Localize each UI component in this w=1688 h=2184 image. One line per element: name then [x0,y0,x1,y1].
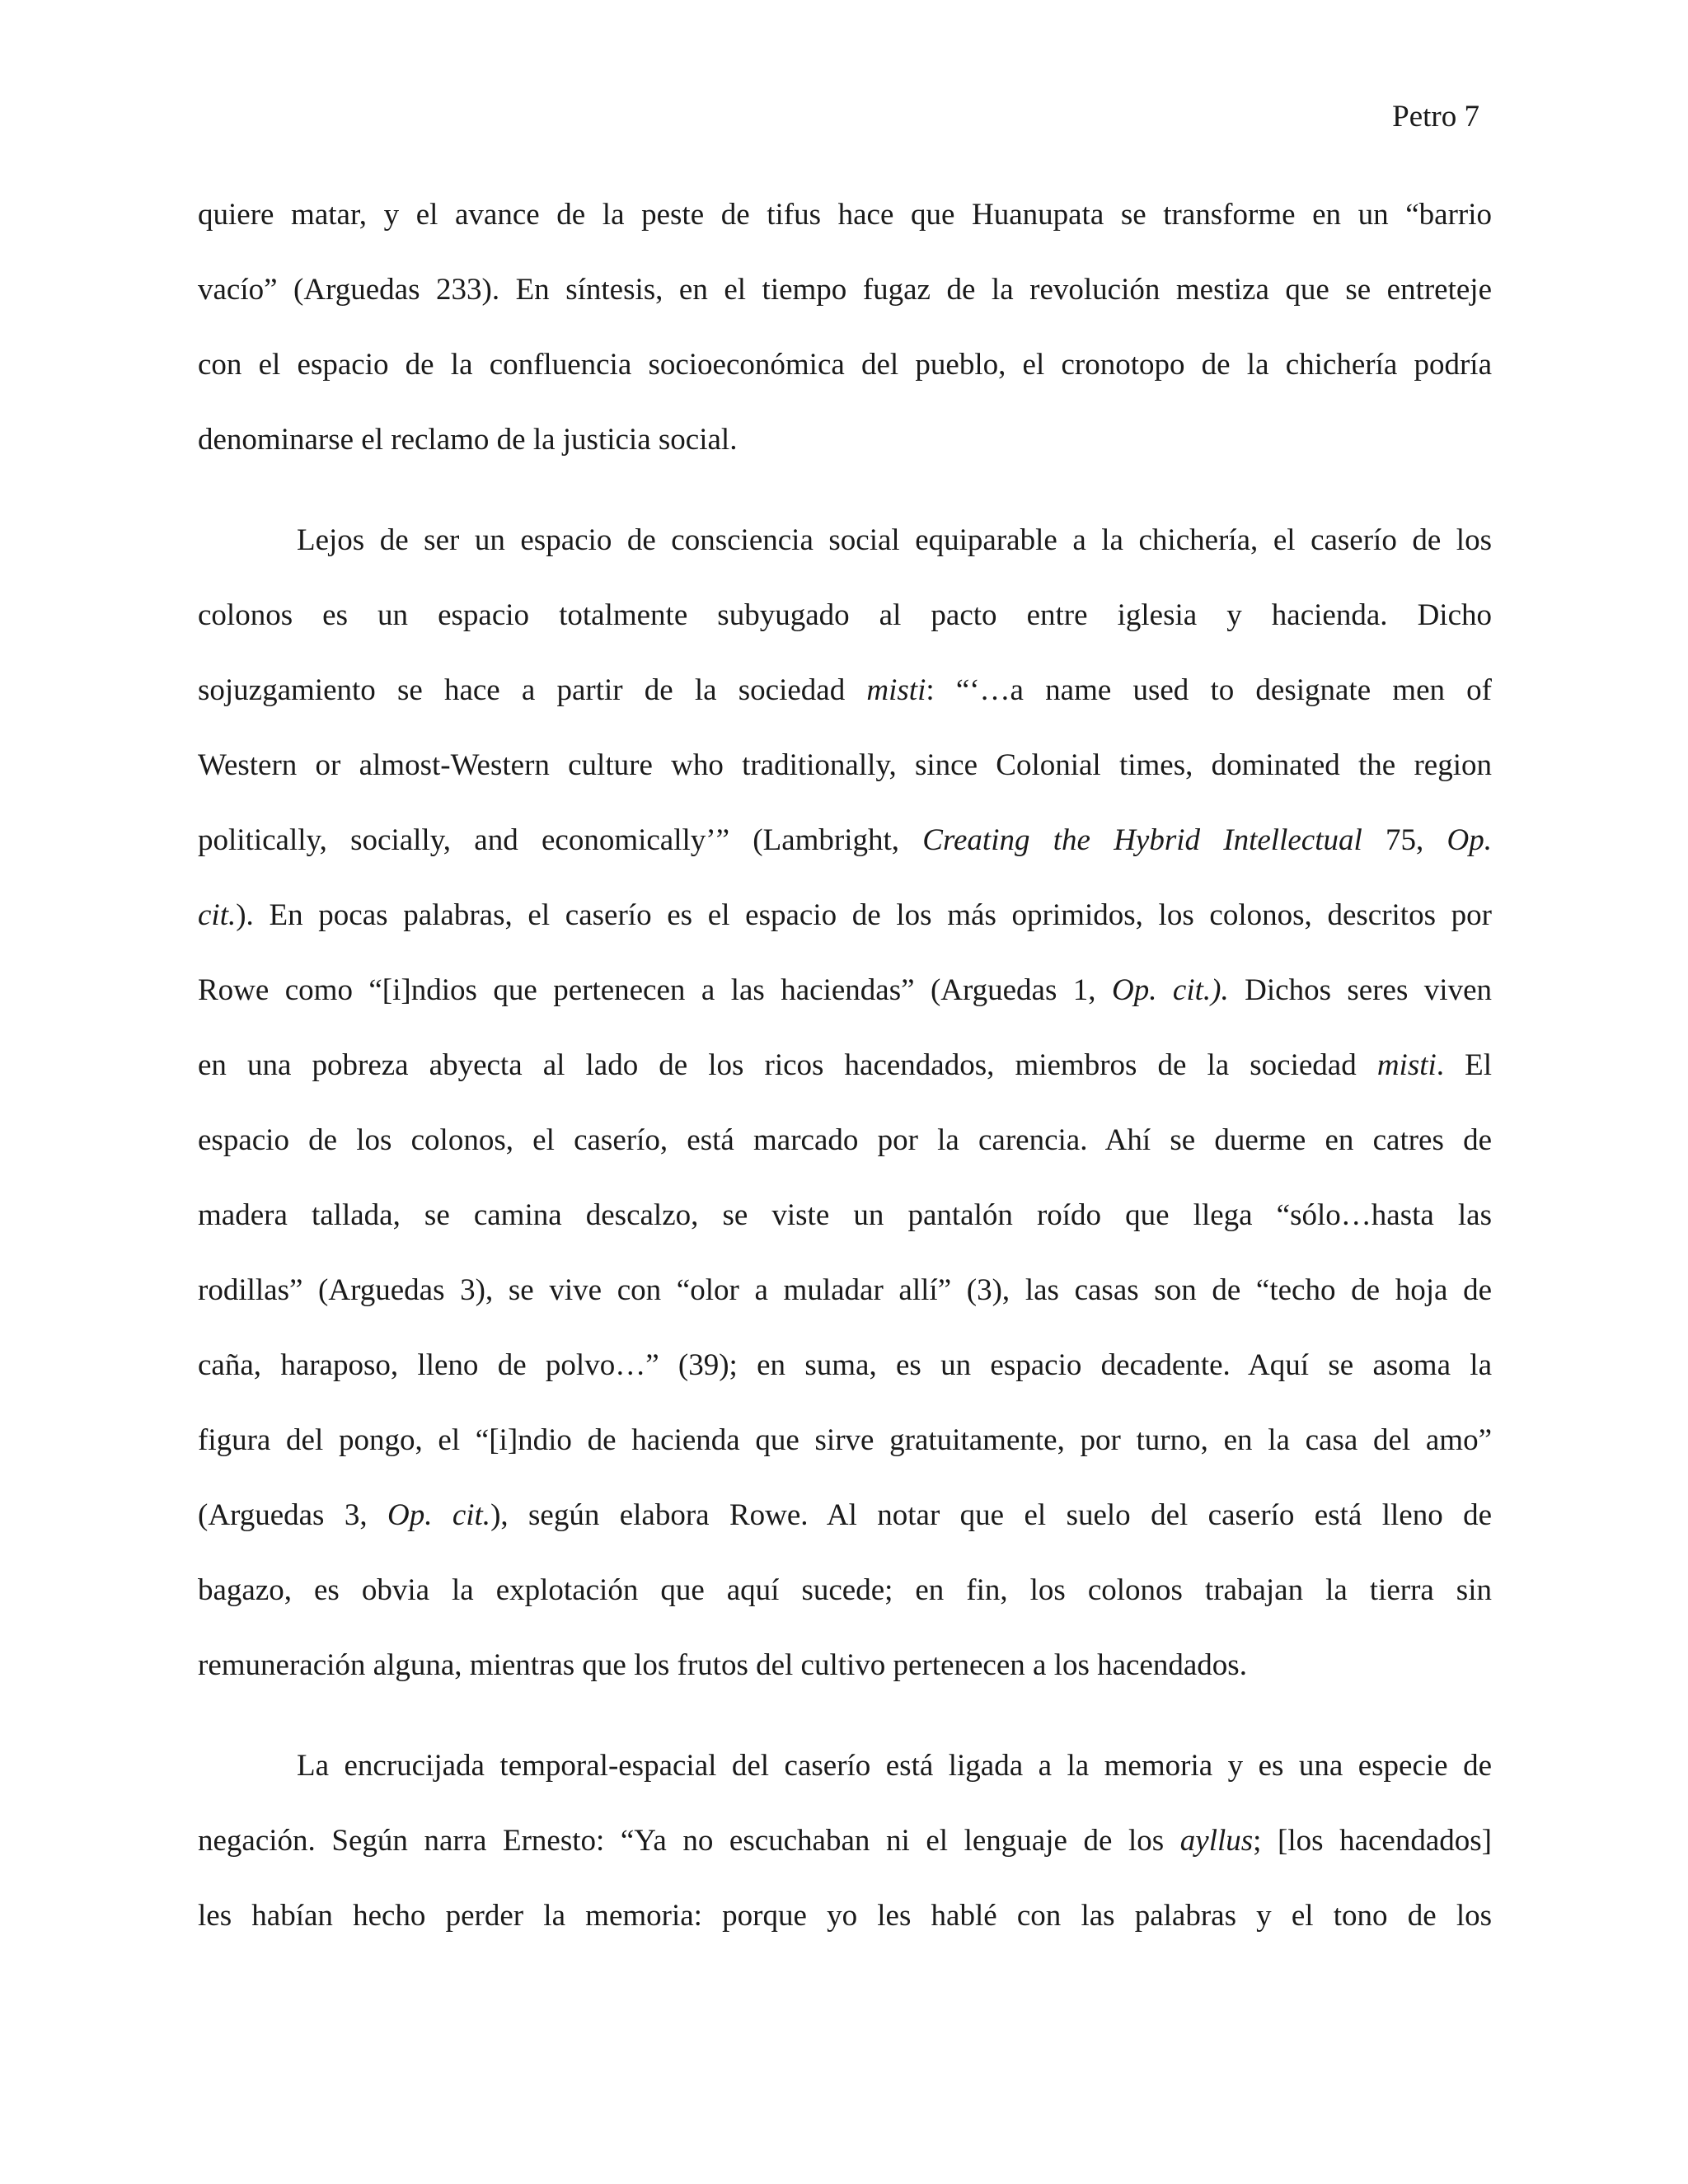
text-line [297,521,1492,560]
text-span: 75, [1362,823,1447,857]
text-line [198,1821,1492,1861]
text-line [198,1571,1492,1610]
text-span: quiere matar, y el avance de la peste de tifus hace que Huanupata se transforme en un “barrio [198,198,1492,232]
text-span: rodillas” (Arguedas 3), se vive con “olor a muladar allí” (3), las casas son de “techo de hoja de [198,1273,1492,1307]
text-span: vacío” (Arguedas 233). En síntesis, en el tiempo fugaz de la revolución mestiza que se entreteje [198,273,1492,307]
text-span: politically, socially, and economically’” (Lambright, [198,823,923,857]
text-line [198,1346,1492,1385]
text-line [198,270,1492,310]
text-line [198,1421,1492,1460]
text-span: les habían hecho perder la memoria: porque yo les hablé con las palabras y el tono de los [198,1899,1492,1933]
italic-span: Creating the Hybrid Intellectual [922,823,1362,857]
text-span: Rowe como “[i]ndios que pertenecen a las haciendas” (Arguedas 1, [198,973,1112,1007]
text-line [198,345,1492,385]
text-line [198,596,1492,635]
text-line [198,671,1492,710]
text-span: (Arguedas 3, [198,1498,387,1532]
text-span: caña, haraposo, lleno de polvo…” (39); en suma, es un espacio decadente. Aquí se asoma la [198,1348,1492,1382]
text-span: figura del pongo, el “[i]ndio de hacienda que sirve gratuitamente, por turno, en la casa del amo” [198,1423,1492,1457]
text-line [198,420,1492,460]
italic-span: misti [866,673,926,707]
text-span: Lejos de ser un espacio de consciencia social equiparable a la chichería, el caserío de los [297,523,1492,557]
italic-span: ayllus [1179,1824,1254,1858]
text-span: madera tallada, se camina descalzo, se viste un pantalón roído que llega “sólo…hasta las [198,1198,1492,1232]
text-span: remuneración alguna, mientras que los frutos del cultivo pertenecen a los hacendados. [198,1648,1247,1682]
italic-span: misti [1376,1048,1437,1082]
text-span: ). En pocas palabras, el caserío es el espacio de los más oprimidos, los colonos, descritos por [236,898,1492,932]
text-line [198,1271,1492,1310]
text-span: Western or almost-Western culture who traditionally, since Colonial times, dominated the region [198,748,1492,782]
text-line [198,1046,1492,1085]
text-span: bagazo, es obvia la explotación que aquí sucede; en fin, los colonos trabajan la tierra sin [198,1573,1492,1607]
text-span: Dichos seres viven [1228,973,1492,1007]
text-line [198,1196,1492,1235]
italic-span: Op. cit.). [1112,973,1229,1007]
text-line [198,971,1492,1010]
running-head-page-label: Petro 7 [1392,100,1479,134]
text-line [198,746,1492,785]
text-span: sojuzgamiento se hace a partir de la sociedad [198,673,867,707]
text-span: negación. Según narra Ernesto: “Ya no escuchaban ni el lenguaje de los [198,1824,1180,1858]
text-span: colonos es un espacio totalmente subyugado al pacto entre iglesia y hacienda. Dicho [198,598,1492,632]
text-line [198,1496,1492,1535]
text-line [198,896,1492,935]
italic-span: Op. [1447,823,1492,857]
text-line [198,1121,1492,1160]
text-span: ), según elabora Rowe. Al notar que el suelo del caserío está lleno de [490,1498,1492,1532]
italic-span: cit. [198,898,237,932]
text-span: ; [los hacendados] [1253,1824,1492,1858]
text-line [297,1746,1492,1786]
text-span: con el espacio de la confluencia socioeconómica del pueblo, el cronotopo de la chichería podría [198,348,1492,382]
text-span: espacio de los colonos, el caserío, está marcado por la carencia. Ahí se duerme en catres de [198,1123,1492,1157]
text-span: . El [1436,1048,1492,1082]
text-span: en una pobreza abyecta al lado de los ricos hacendados, miembros de la sociedad [198,1048,1377,1082]
text-line [198,195,1492,235]
text-span: : “‘…a name used to designate men of [926,673,1492,707]
text-span: La encrucijada temporal-espacial del caserío está ligada a la memoria y es una especie de [297,1749,1492,1783]
text-span: denominarse el reclamo de la justicia social. [198,423,738,457]
text-line [198,1896,1492,1936]
text-line [198,1646,1492,1685]
text-line [198,821,1492,860]
italic-span: Op. cit. [387,1498,491,1532]
